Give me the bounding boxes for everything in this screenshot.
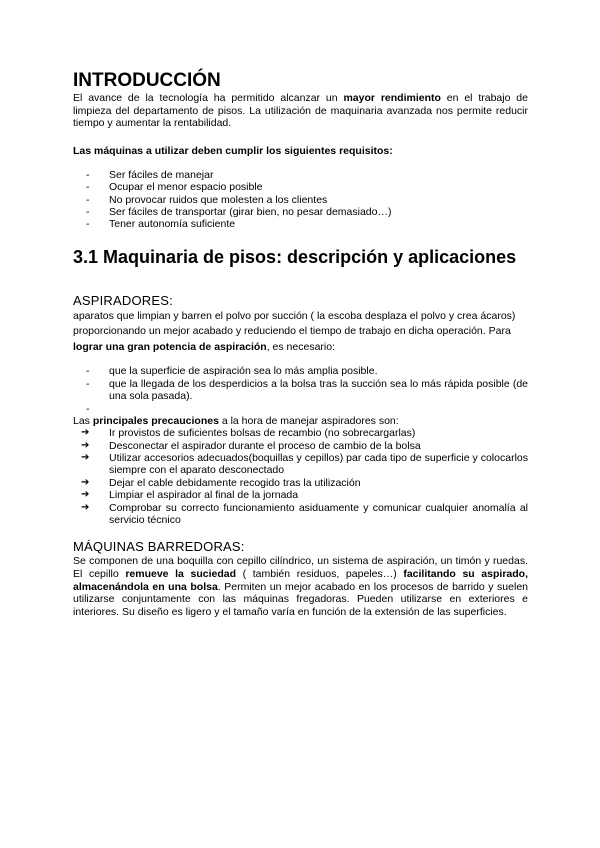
list-item [73,477,528,489]
barredoras-bold-1: remueve la suciedad [125,567,237,580]
precautions-text-a: Las [73,414,93,427]
arrow-icon: ➔ [81,489,90,501]
list-item-text: Ir provistos de suficientes bolsas de recambio (no sobrecargarlas) [109,427,416,440]
dash-marker: - [86,206,90,218]
document-page [73,70,528,618]
arrow-icon: ➔ [81,427,90,439]
dash-marker: - [86,193,90,206]
dash-marker: - [86,168,90,181]
barredoras-bold-2: facilitando su aspirado, almacenándola en una bolsa [73,567,528,593]
dash-marker: - [86,181,90,194]
aspiradores-heading: ASPIRADORES: [73,292,173,308]
dash-marker: - [86,218,90,231]
list-item [73,194,528,206]
intro-text-c: en el trabajo de limpieza del departamento de pisos. La utilización de maquinaria avanzada nos permite reducir tiempo y aumentar la rentabilidad. [73,92,528,130]
section-heading: 3.1 Maquinaria de pisos: descripción y aplicaciones [73,246,517,267]
list-item-text: Comprobar su correcto funcionamiento asiduamente y comunicar cualquier anomalía al servicio técnico [109,501,528,526]
list-item [73,502,528,527]
intro-paragraph [73,92,528,130]
precautions-text-bold: principales precauciones [92,414,219,427]
list-item [73,452,528,477]
list-item-text: que la superficie de aspiración sea lo más amplia posible. [109,365,378,378]
list-item-text: Ser fáciles de transportar (girar bien, no pesar demasiado…) [109,206,392,218]
requirements-list [73,169,528,231]
list-item-text: Desconectar el aspirador durante el proceso de cambio de la bolsa [109,439,421,452]
list-item [73,427,528,439]
list-item-text: Limpiar el aspirador al final de la jornada [109,489,299,502]
precautions-intro [73,415,528,428]
list-item-text: Ocupar el menor espacio posible [109,181,263,194]
arrow-icon: ➔ [81,501,90,513]
aspiradores-paragraph [73,309,528,356]
barredoras-text-1: Se componen de una boquilla con cepillo cilíndrico, un sistema de aspiración, un timón y ruedas. El cepillo [73,555,528,580]
list-item-text: Ser fáciles de manejar [109,168,214,181]
list-item-text: Dejar el cable debidamente recogido tras la utilización [109,476,361,489]
list-item [73,218,528,230]
intro-heading: INTRODUCCIÓN [73,70,221,91]
list-item-text: No provocar ruidos que molesten a los clientes [109,193,328,206]
aspiradores-text-a: aparatos que limpian y barren el polvo por succión ( la escoba desplaza el polvo y crea ácaros) proporcionando un mejor acabado y reduciendo el tiempo de trabajo en dicha operación. Para [73,309,516,338]
list-item [73,440,528,452]
arrow-icon: ➔ [81,476,90,488]
dash-marker: - [86,365,90,378]
lone-dash: - [86,402,90,415]
dash-marker: - [86,377,90,390]
aspiradores-text-bold: lograr una gran potencia de aspiración [73,340,267,353]
list-item [73,365,528,377]
barredoras-paragraph [73,555,528,618]
list-item [73,181,528,193]
aspiration-needs-list [73,365,528,402]
intro-text-a: El avance de la tecnología ha permitido alcanzar un [73,92,344,104]
aspiradores-text-c: , es necesario: [266,340,336,353]
arrow-icon: ➔ [81,439,90,451]
arrow-icon: ➔ [81,451,90,463]
list-item [73,489,528,501]
barredoras-heading: MÁQUINAS BARREDORAS: [73,539,245,555]
list-item-text: Utilizar accesorios adecuados(boquillas y cepillos) par cada tipo de superficie y colocarlos siempre con el aparato desconectado [109,451,528,477]
precautions-text-c: a la hora de manejar aspiradores son: [218,414,399,427]
list-item [73,206,528,218]
list-item [73,169,528,181]
list-item [73,378,528,403]
barredoras-text-2: ( también residuos, papeles…) [236,567,404,580]
list-item-text: Tener autonomía suficiente [109,218,236,231]
barredoras-text-3: . Permiten un mejor acabado en los procesos de barrido y suelen utilizarse conjuntamente con las máquinas fregadoras. Pueden utilizarse en exteriores e interiores. Su diseño es ligero y el tamaño varía en función de la extensión de las superficies. [73,580,528,618]
list-item-text: que la llegada de los desperdicios a la bolsa tras la succión sea lo más rápida posible (de una sola pasada). [109,377,528,403]
intro-text-bold: mayor rendimiento [343,92,441,104]
requirements-title: Las máquinas a utilizar deben cumplir los siguientes requisitos: [73,144,393,157]
precautions-list [73,427,528,526]
